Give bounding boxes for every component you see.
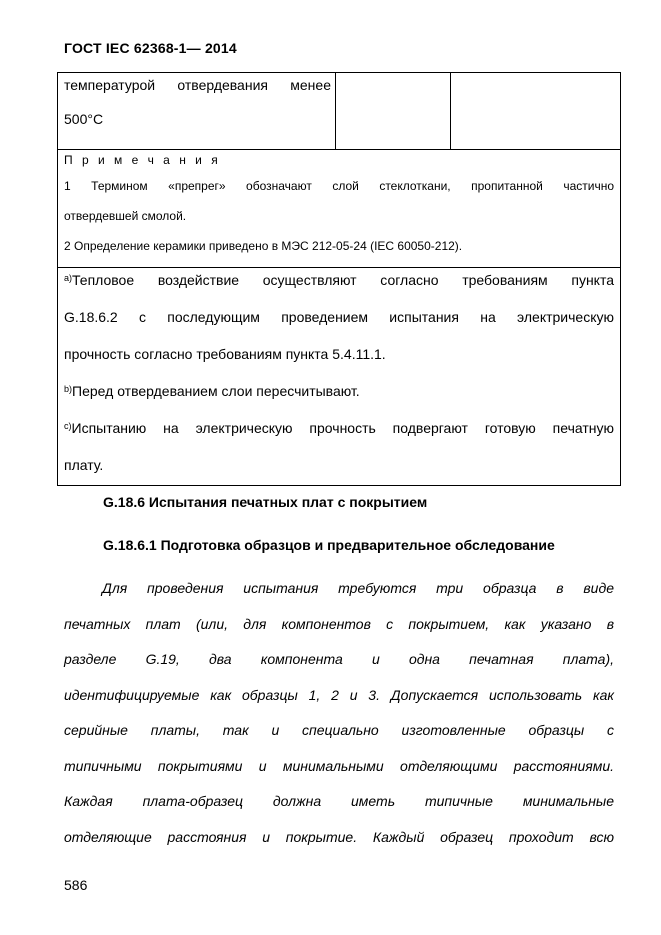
footnote-b-line: $^{b)}$Перед отвердеванием слои пересчитывают.: [64, 383, 360, 399]
footnote-c-line: $^{c)}$Испытанию на электрическую прочность подвергают готовую печатную: [64, 420, 614, 436]
paragraph-line: разделе G.19, два компонента и одна печатная плата),: [64, 651, 614, 667]
note-2: 2 Определение керамики приведено в МЭС 212-05-24 (IEC 60050-212).: [64, 239, 463, 253]
subsection-heading: G.18.6.1 Подготовка образцов и предварительное обследование: [103, 537, 555, 553]
footnote-a-line: $^{a)}$Тепловое воздействие осуществляют согласно требованиям пункта: [64, 272, 614, 288]
body-paragraph: [64, 578, 614, 862]
paragraph-line: Каждая плата-образец должна иметь типичные минимальные: [64, 793, 614, 809]
footnote-mark: b): [64, 384, 73, 394]
note-1-line: 1 Термином «препрег» обозначают слой стеклоткани, пропитанной частично: [64, 179, 614, 193]
cell-text-line: температурой отвердевания менее: [64, 77, 331, 93]
footnote-mark: a): [64, 273, 73, 283]
table-notes: [58, 150, 620, 268]
footnote-a-line: прочность согласно требованиям пункта 5.4.11.1.: [64, 346, 386, 362]
table-cell-empty: [336, 73, 451, 149]
notes-title: П р и м е ч а н и я: [64, 153, 221, 167]
paragraph-line: печатных плат (или, для компонентов с покрытием, как указано в: [64, 615, 614, 632]
footnote-mark: c): [64, 421, 72, 431]
paragraph-line: Для проведения испытания требуются три образца в виде: [102, 580, 614, 596]
table-cell: [58, 73, 336, 149]
page-number: 586: [64, 877, 88, 893]
note-1-line: отвердевшей смолой.: [64, 209, 187, 223]
section-heading: G.18.6 Испытания печатных плат с покрытием: [103, 494, 428, 510]
cell-text-line: 500°C: [64, 111, 104, 127]
table-footnotes: [58, 268, 620, 485]
paragraph-line: идентифицируемые как образцы 1, 2 и 3. Допускается использовать как: [64, 686, 614, 703]
table-cell-empty: [451, 73, 620, 149]
footnote-c-line: плату.: [64, 457, 104, 473]
paragraph-line: серийные платы, так и специально изготовленные образцы с: [64, 722, 614, 738]
requirements-table: [57, 72, 621, 486]
footnote-a-line: G.18.6.2 с последующим проведением испытания на электрическую: [64, 309, 614, 325]
paragraph-line: типичными покрытиями и минимальными отделяющими расстояниями.: [64, 757, 614, 774]
paragraph-line: отделяющие расстояния и покрытие. Каждый образец проходит всю: [64, 828, 614, 845]
table-row: [58, 73, 620, 150]
document-header: ГОСТ IEC 62368-1— 2014: [64, 40, 237, 56]
